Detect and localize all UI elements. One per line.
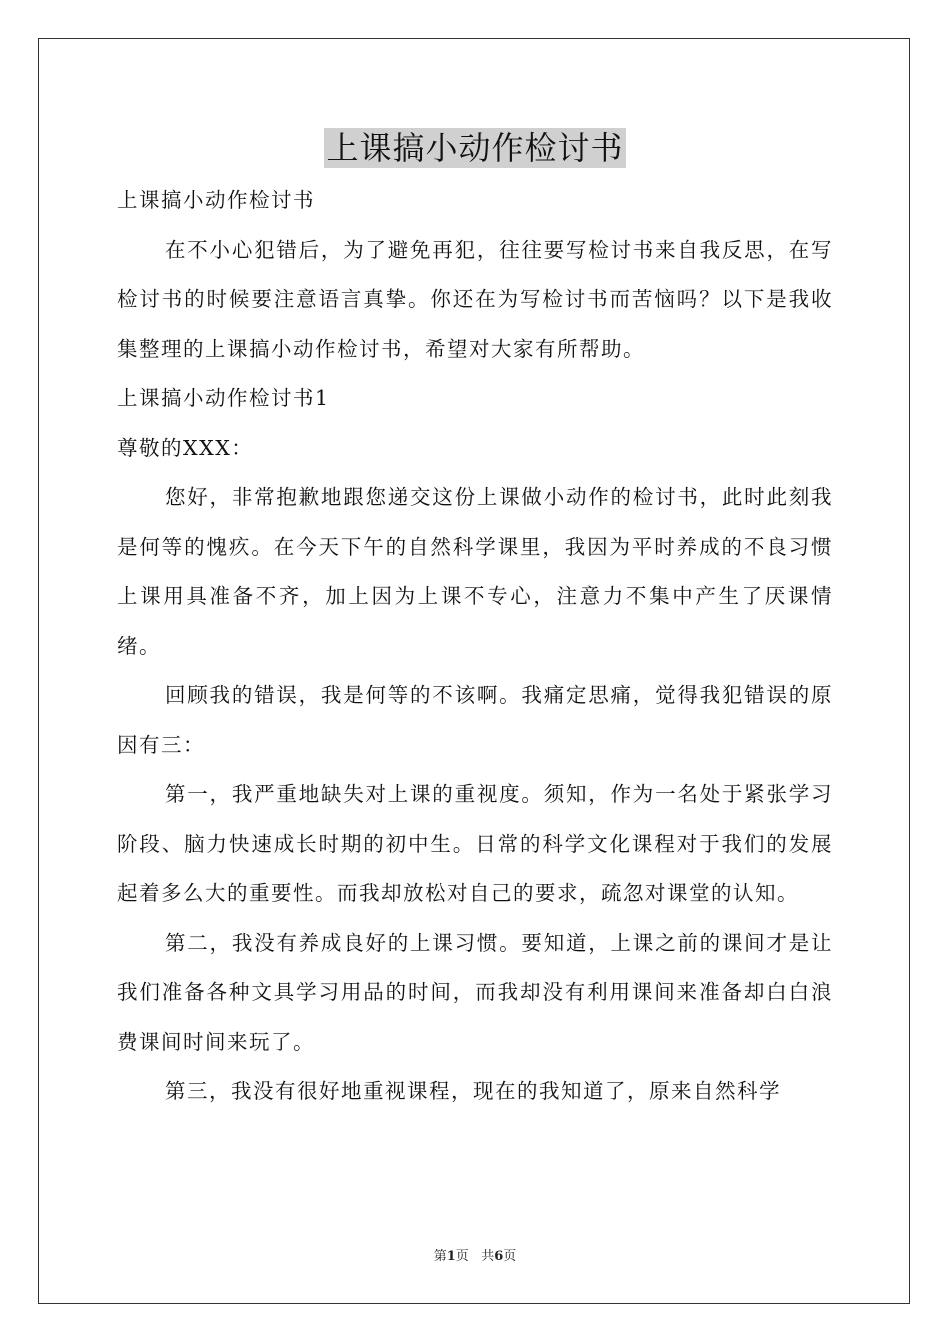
body-paragraph: 您好，非常抱歉地跟您递交这份上课做小动作的检讨书，此时此刻我是何等的愧疚。在今天下午的自然科学课里，我因为平时养成的不良习惯上课用具准备不齐，加上因为上课不专心，注意力不集中产生了厌课情绪。 (117, 485, 833, 658)
current-page-number: 1 (446, 1249, 456, 1264)
body-paragraph: 第二，我没有养成良好的上课习惯。要知道，上课之前的课间才是让我们准备各种文具学习用品的时间，而我却没有利用课间来准备却白白浪费课间时间来玩了。 (117, 930, 833, 1054)
section-heading: 上课搞小动作检讨书1 (117, 386, 330, 410)
document-body (117, 176, 833, 1117)
body-paragraph: 回顾我的错误，我是何等的不该啊。我痛定思痛，觉得我犯错误的原因有三： (117, 683, 833, 757)
page-title: 上课搞小动作检讨书 (326, 129, 624, 167)
total-suffix: 页 (503, 1249, 517, 1264)
title-container (0, 128, 950, 168)
page-suffix: 页 (455, 1249, 469, 1264)
page-footer (0, 1248, 950, 1266)
total-prefix: 共 (481, 1249, 495, 1264)
intro-paragraph: 在不小心犯错后，为了避免再犯，往往要写检讨书来自我反思，在写检讨书的时候要注意语言真挚。你还在为写检讨书而苦恼吗？以下是我收集整理的上课搞小动作检讨书，希望对大家有所帮助。 (117, 237, 833, 361)
body-paragraph: 第一，我严重地缺失对上课的重视度。须知，作为一名处于紧张学习阶段、脑力快速成长时期的初中生。日常的科学文化课程对于我们的发展起着多么大的重要性。而我却放松对自己的要求，疏忽对课堂的认知。 (117, 782, 833, 905)
body-paragraph: 第三，我没有很好地重视课程，现在的我知道了，原来自然科学 (165, 1079, 781, 1103)
salutation: 尊敬的XXX： (117, 435, 254, 460)
page-prefix: 第 (433, 1249, 447, 1264)
total-page-number: 6 (494, 1249, 504, 1264)
document-subtitle: 上课搞小动作检讨书 (117, 188, 315, 212)
